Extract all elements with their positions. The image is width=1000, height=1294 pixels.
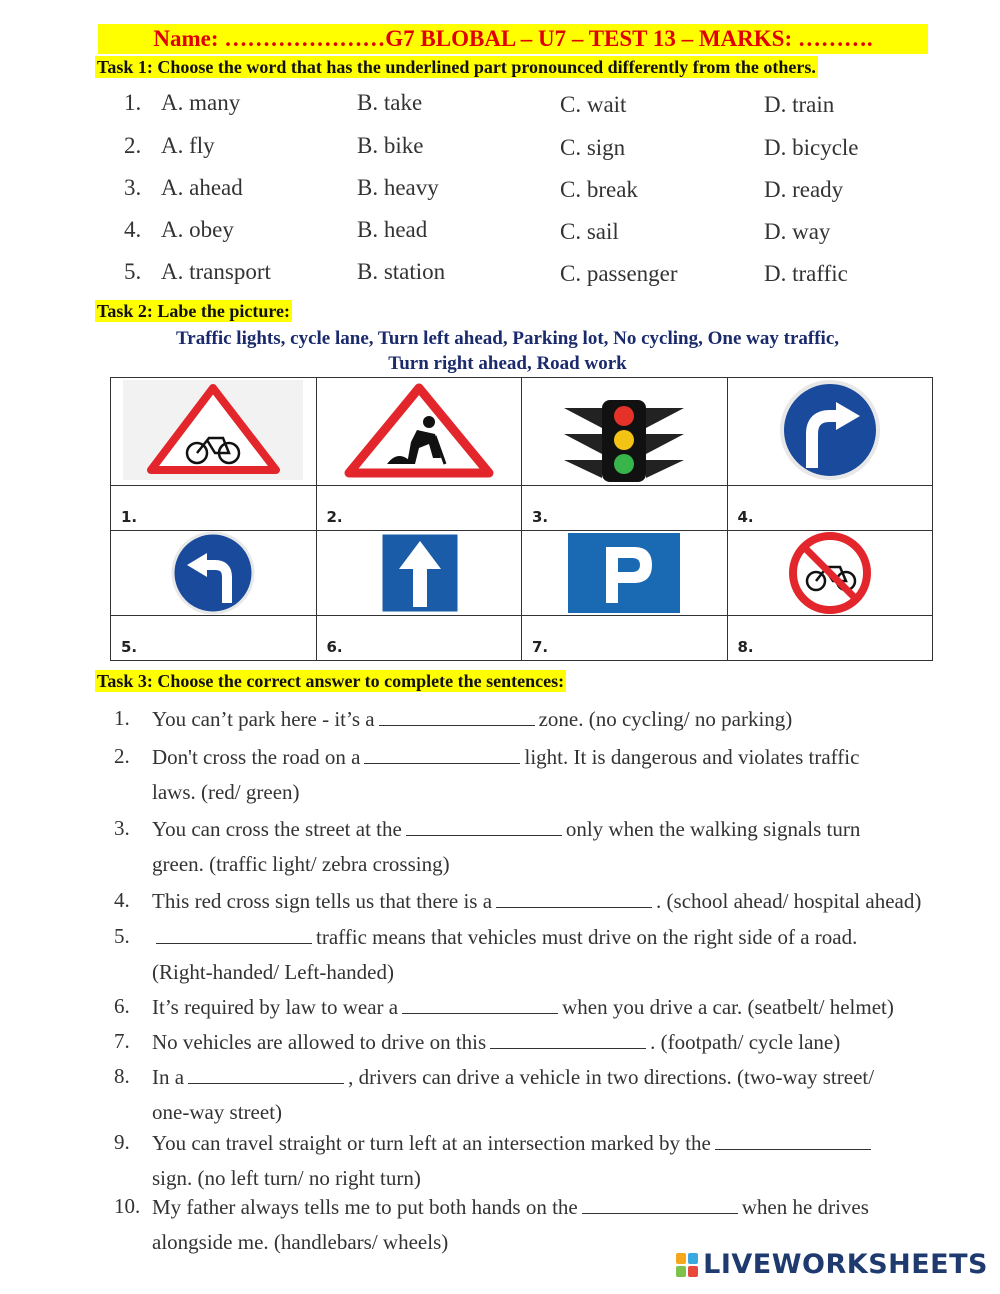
task3-question-line2: alongside me. (handlebars/ wheels) [152,1230,449,1254]
question-text-before: It’s required by law to wear a [152,995,399,1019]
task3-question-line2: sign. (no left turn/ no right turn) [152,1166,421,1190]
task3-question-line [152,884,942,919]
worksheet-title: Name: …………………G7 BLOBAL – U7 – TEST 13 – MARKS: ………. [98,24,928,54]
answer-blank[interactable] [715,1131,871,1150]
answer-blank[interactable] [402,995,558,1014]
task3-question-number: 7. [114,1029,130,1053]
task3-question-number: 3. [114,816,130,840]
task1-question-number: 5. [124,259,142,284]
question-text-after: . (footpath/ cycle lane) [650,1030,841,1054]
task1-option[interactable]: C. passenger [560,261,678,286]
task1-option[interactable]: A. fly [161,133,215,158]
picture-table [110,377,933,661]
picture-label-2[interactable] [316,486,522,531]
road-work-sign-icon [317,378,522,485]
question-text-after: , drivers can drive a vehicle in two directions. (two-way street/ [348,1065,875,1089]
question-text-after: zone. (no cycling/ no parking) [538,707,793,731]
task3-question-number: 9. [114,1130,130,1154]
task1-option[interactable]: D. way [764,219,831,244]
liveworksheets-logo [676,1249,988,1280]
answer-blank[interactable] [490,1030,646,1049]
task1-heading: Task 1: Choose the word that has the underlined part pronounced differently from the others. [97,57,816,77]
task3-question [152,1060,942,1130]
task1-option[interactable]: A. obey [161,217,234,242]
question-text-before: My father always tells me to put both hands on the [152,1195,578,1219]
traffic-lights-icon [522,378,727,485]
picture-cell-3 [522,378,728,486]
task3-question-line [152,1025,942,1060]
question-text-before: This red cross sign tells us that there is a [152,889,493,913]
task3-heading: Task 3: Choose the correct answer to complete the sentences: [97,671,565,691]
task3-question-line [152,990,942,1025]
logo-text: LIVEWORKSHEETS [703,1249,988,1280]
task1-option[interactable]: B. bike [357,133,424,158]
picture-cell-8 [727,531,933,616]
picture-number: 7. [532,638,549,656]
task3-question [152,920,942,990]
task3-question-number: 6. [114,994,130,1018]
answer-blank[interactable] [379,707,535,726]
no-cycling-sign-icon [728,531,933,615]
word-bank [100,326,915,376]
picture-number: 8. [737,638,754,656]
task1-option[interactable]: A. ahead [161,175,243,200]
picture-number: 4. [737,508,754,526]
task1-option[interactable]: D. bicycle [764,135,859,160]
task1-option[interactable]: A. transport [161,259,271,284]
task3-question-line2: (Right-handed/ Left-handed) [152,960,394,984]
task3-question [152,702,942,737]
turn-left-sign-icon [111,531,316,615]
picture-number: 5. [121,638,138,656]
task2-heading: Task 2: Labe the picture: [97,301,291,321]
picture-cell-1 [111,378,317,486]
picture-label-7[interactable] [522,616,728,661]
answer-blank[interactable] [406,817,562,836]
task3-question [152,740,942,810]
task1-question-number: 1. [124,90,142,115]
picture-cell-6 [316,531,522,616]
question-text-after: when he drives [741,1195,869,1219]
task3-question-line [152,740,942,775]
task1-option[interactable]: D. traffic [764,261,848,286]
question-text-before: No vehicles are allowed to drive on this [152,1030,487,1054]
task3-question-line [152,1190,942,1225]
task1-option[interactable]: D. train [764,92,835,117]
task3-question [152,1025,942,1060]
task3-question [152,1126,942,1196]
picture-number: 6. [326,638,343,656]
task3-question-number: 1. [114,706,130,730]
task3-question-line2: one-way street) [152,1100,283,1124]
task1-option[interactable]: B. take [357,90,423,115]
task1-question-number: 3. [124,175,142,200]
task1-question-number: 2. [124,133,142,158]
task1-option[interactable]: C. sail [560,219,619,244]
question-text-after: . (school ahead/ hospital ahead) [656,889,922,913]
task3-question-line2: laws. (red/ green) [152,780,300,804]
answer-blank[interactable] [496,889,652,908]
picture-label-1[interactable] [111,486,317,531]
task1-option[interactable]: C. sign [560,135,626,160]
task3-question [152,884,942,919]
picture-number: 1. [121,508,138,526]
question-text-before: You can cross the street at the [152,817,402,841]
question-text-before: You can travel straight or turn left at an intersection marked by the [152,1131,711,1155]
word-bank-line: Turn right ahead, Road work [388,353,627,374]
question-text-after: light. It is dangerous and violates traffic [524,745,860,769]
task3-question [152,990,942,1025]
task1-option[interactable]: A. many [161,90,241,115]
parking-sign-icon [522,531,727,615]
task1-option[interactable]: C. wait [560,92,627,117]
picture-cell-4 [727,378,933,486]
task3-question-line [152,1060,942,1095]
task3-question [152,812,942,882]
picture-label-8[interactable] [727,616,933,661]
logo-icon [676,1253,698,1277]
task1-option[interactable]: B. station [357,259,446,284]
answer-blank[interactable] [156,925,312,944]
task3-question-number: 10. [114,1194,141,1218]
task3-question-number: 8. [114,1064,130,1088]
picture-cell-5 [111,531,317,616]
picture-label-6[interactable] [316,616,522,661]
turn-right-sign-icon [728,378,933,485]
task3-question-line2: green. (traffic light/ zebra crossing) [152,852,450,876]
task1-option[interactable]: D. ready [764,177,844,202]
task3-question-number: 2. [114,744,130,768]
task3-question-line [152,702,942,737]
task1-option[interactable]: C. break [560,177,638,202]
answer-blank[interactable] [582,1195,738,1214]
answer-blank[interactable] [364,745,520,764]
question-text-before: In a [152,1065,185,1089]
task1-question-number: 4. [124,217,142,242]
task3-question-line [152,1126,942,1161]
task1-option[interactable]: B. heavy [357,175,439,200]
picture-cell-2 [316,378,522,486]
word-bank-line: Traffic lights, cycle lane, Turn left ahead, Parking lot, No cycling, One way traffic, [176,328,839,349]
question-text-before: You can’t park here - it’s a [152,707,375,731]
picture-cell-7 [522,531,728,616]
picture-label-3[interactable] [522,486,728,531]
question-text-before: Don't cross the road on a [152,745,361,769]
picture-number: 2. [326,508,343,526]
one-way-sign-icon [317,531,522,615]
answer-blank[interactable] [188,1065,344,1084]
question-text-after: traffic means that vehicles must drive on the right side of a road. [316,925,858,949]
cycle-warning-sign-icon [111,378,316,485]
task3-question-line [152,812,942,847]
picture-label-4[interactable] [727,486,933,531]
picture-number: 3. [532,508,549,526]
task3-question-number: 5. [114,924,130,948]
task3-question-number: 4. [114,888,130,912]
picture-label-5[interactable] [111,616,317,661]
task1-option[interactable]: B. head [357,217,428,242]
task3-question-line [152,920,942,955]
question-text-after: only when the walking signals turn [565,817,861,841]
question-text-after: when you drive a car. (seatbelt/ helmet) [562,995,894,1019]
